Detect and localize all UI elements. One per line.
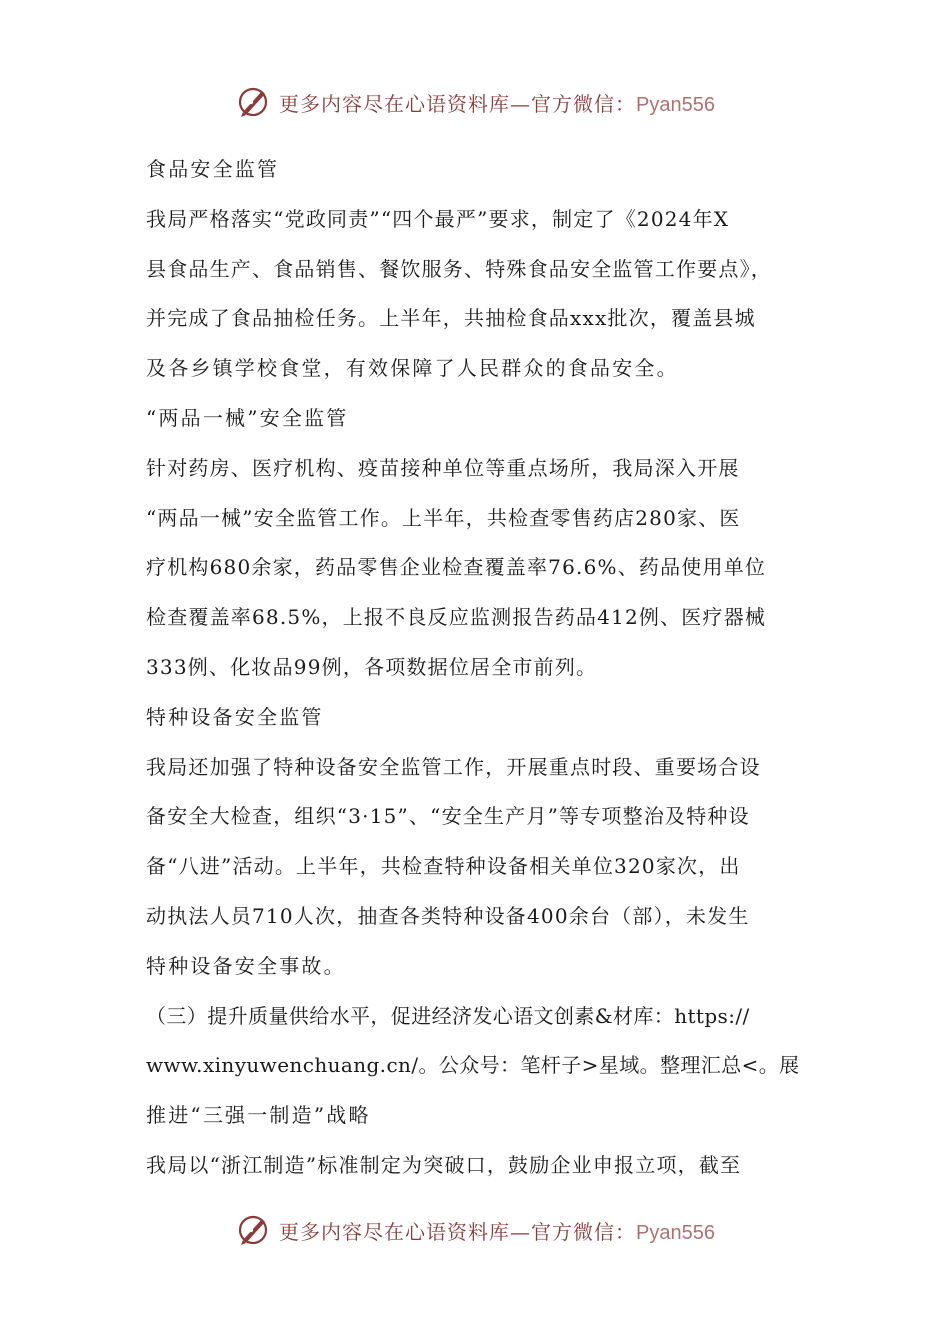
paragraph-line: 疗机构680余家，药品零售企业检查覆盖率76.6%、药品使用单位 (146, 555, 767, 580)
paragraph-line: 并完成了食品抽检任务。上半年，共抽检食品xxx批次，覆盖县城 (146, 306, 756, 331)
section-heading: 食品安全监管 (146, 157, 280, 181)
paragraph-line: 动执法人员710人次，抽查各类特种设备400余台（部），未发生 (146, 903, 750, 928)
paragraph-line: 备安全大检查，组织“3·15”、“安全生产月”等专项整治及特种设 (146, 804, 750, 829)
watermark-text: 更多内容尽在心语资料库—官方微信：Pyan556 (279, 91, 715, 116)
header-watermark-banner (0, 80, 950, 124)
paragraph-line: 我局还加强了特种设备安全监管工作，开展重点时段、重要场合设 (146, 754, 761, 779)
paragraph-line: 特种设备安全事故。 (146, 953, 346, 978)
paragraph-line: 针对药房、医疗机构、疫苗接种单位等重点场所，我局深入开展 (146, 455, 740, 480)
pen-logo-icon (235, 1212, 271, 1248)
section-heading: 推进“三强一制造”战略 (146, 1103, 371, 1128)
pen-logo-icon (235, 84, 271, 120)
paragraph-line: 检查覆盖率68.5%，上报不良反应监测报告药品412例、医疗器械 (146, 605, 767, 630)
paragraph-line: 我局严格落实“党政同责”“四个最严”要求，制定了《2024年X (146, 206, 730, 231)
section-heading: “两品一械”安全监管 (146, 405, 349, 430)
watermark-text: 更多内容尽在心语资料库—官方微信：Pyan556 (279, 1219, 715, 1244)
document-body (146, 145, 810, 1191)
paragraph-line: 333例、化妆品99例，各项数据位居全市前列。 (146, 654, 598, 679)
paragraph-line: 我局以“浙江制造”标准制定为突破口，鼓励企业申报立项，截至 (146, 1152, 742, 1177)
paragraph-line: www.xinyuwenchuang.cn/。公众号：笔杆子>星域。整理汇总<。展 (146, 1053, 800, 1078)
section-heading: 特种设备安全监管 (146, 704, 324, 729)
footer-watermark-banner (0, 1208, 950, 1252)
paragraph-line: 备“八进”活动。上半年，共检查特种设备相关单位320家次，出 (146, 854, 741, 879)
paragraph-line: 及各乡镇学校食堂，有效保障了人民群众的食品安全。 (146, 356, 679, 381)
paragraph-line: “两品一械”安全监管工作。上半年，共检查零售药店280家、医 (146, 505, 741, 530)
paragraph-line: 县食品生产、食品销售、餐饮服务、特殊食品安全监管工作要点》， (146, 256, 772, 281)
paragraph-line: （三）提升质量供给水平，促进经济发心语文创素&材库：https:// (146, 1003, 750, 1028)
